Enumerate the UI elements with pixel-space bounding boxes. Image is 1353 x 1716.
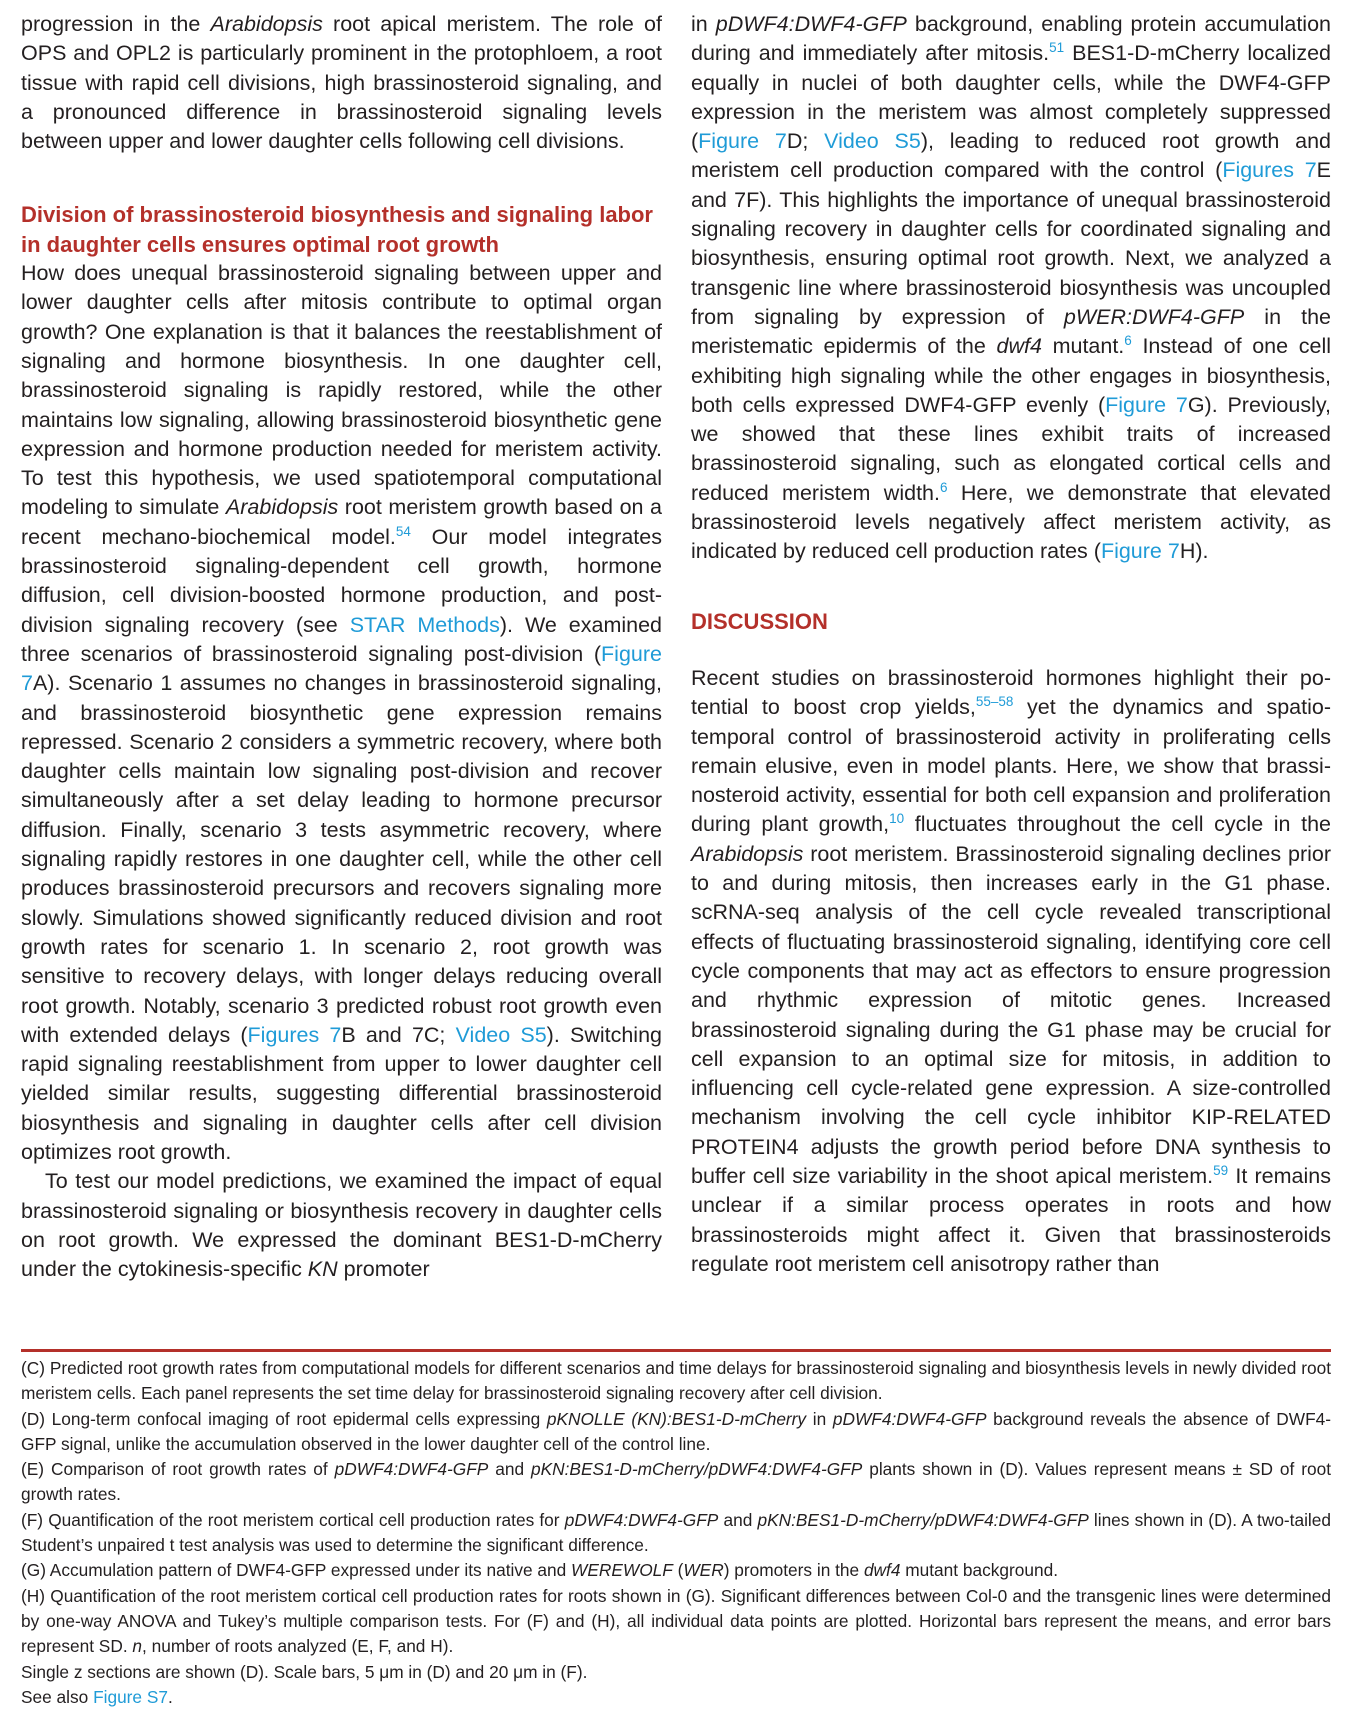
left-column (21, 10, 662, 1284)
citation-link[interactable]: 10 (889, 811, 905, 827)
legend-divider (21, 1349, 1331, 1352)
right-column (691, 10, 1331, 1279)
citation-link[interactable]: 59 (1213, 1162, 1229, 1178)
citation-link[interactable]: 55–58 (975, 694, 1014, 710)
legend-item: (H) Quantification of the root meristem cortical cell production rates for roots shown in (G). Significant differences between Col-0 and the transgenic lines were determined by one-way ANOVA and Tukey’s multiple comparison tests. For (F) and (H), all individual data points are plotted. Horizontal bars represent the means, and error bars represent SD. n, number of roots analyzed (E, F, and H). (21, 1585, 1331, 1657)
paragraph: progression in the Arabidopsis root apical meristem. The role of OPS and OPL2 is particularly prominent in the protophloem, a root tissue with rapid cell divisions, high brassinosteroid signaling, and a pronounced difference in brassinosteroid signaling levels between upper and lower daughter cells following cell divisions. (21, 12, 662, 154)
figure-link[interactable]: Figure 7 (21, 641, 662, 696)
paragraph: To test our model predictions, we examined the impact of equal brassinosteroid signaling or biosynthesis recovery in daughter cells on root growth. We expressed the dominant BES1-D-mCherry under the cytokinesis-specific KN promoter (21, 1169, 662, 1282)
legend-item: Single z sections are shown (D). Scale bars, 5 μm in (D) and 20 μm in (F). (21, 1661, 588, 1682)
figure-link[interactable]: Figure 7 (698, 129, 787, 154)
figure-s7-link[interactable]: Figure S7 (93, 1686, 168, 1707)
legend-item: (C) Predicted root growth rates from computational models for different scenarios and time delays for brassinosteroid signaling and biosynthesis levels in newly divided root meristem cells. Each panel represents the set time delay for brassinosteroid signaling recovery after cell division. (21, 1358, 1331, 1404)
star-methods-link[interactable]: STAR Methods (349, 612, 500, 637)
video-link[interactable]: Video S5 (455, 1022, 547, 1047)
figure-legend (21, 1356, 1331, 1710)
legend-item: (F) Quantification of the root meristem cortical cell production rates for pDWF4:DWF4-GFP and pKN:BES1-D-mCherry/pDWF4:DWF4-GFP lines shown in (D). A two-tailed Student’s unpaired t test analysis was used to determine the significant difference. (21, 1509, 1331, 1556)
section-heading: Division of brassinosteroid biosynthesis and signaling labor in daughter cells ensures optimal root growth (21, 202, 653, 257)
paragraph: How does unequal brassinosteroid signaling between upper and lower daughter cells after mitosis contribute to optimal organ growth? One explanation is that it balances the reestablishment of signaling and hormone biosynthesis. In one daughter cell, brassinosteroid signaling is rapidly restored, while the other maintains low signaling, allowing brassinosteroid biosynthetic gene expression and hormone production needed for meristem activity. To test this hypothesis, we used spatiotemporal computational modeling to simulate Arabidopsis root meristem growth based on a recent mechano-biochemical model.$^{54}$ Our model integrates brassinosteroid signaling-dependent cell growth, hormone diffusion, cell division-boosted hormone production, and post-division signaling recovery (see STAR Methods). We examined three scenarios of brassinosteroid signaling post-division (Figure 7A). Scenario 1 assumes no changes in brassinosteroid signaling, and brassinosteroid biosynthetic gene expression remains repressed. Scenario 2 considers a symmetric recovery, where both daughter cells maintain low signaling post-division and recover simultaneously after a set delay leading to hormone precursor diffusion. Finally, scenario 3 tests asymmetric recovery, where signaling rapidly restores in one daughter cell, while the other cell produces brassinosteroid precursors and recovers signaling more slowly. Simulations showed significantly reduced division and root growth rates for scenario 1. In scenario 2, root growth was sensitive to recovery delays, with longer delays reducing overall root growth. Notably, scenario 3 predicted robust root growth even with extended delays (Figures 7B and 7C; Video S5). Switching rapid signaling reestablishment from upper to lower daughter cell yielded similar results, suggesting differential brassinosteroid biosynthesis and signaling in daughter cells after cell division optimizes root growth. (21, 261, 662, 1164)
figure-link[interactable]: Figures 7 (1222, 158, 1317, 183)
legend-item: (D) Long-term confocal imaging of root epidermal cells expressing pKNOLLE (KN):BES1-D-mCherry in pDWF4:DWF4-GFP background reveals the absence of DWF4-GFP signal, unlike the accumulation observed in the lower daughter cell of the control line. (21, 1408, 1331, 1454)
citation-link[interactable]: 51 (1049, 40, 1065, 56)
section-heading: DISCUSSION (691, 608, 828, 634)
figure-link[interactable]: Figure 7 (1100, 539, 1180, 564)
citation-link[interactable]: 6 (1124, 333, 1132, 349)
legend-item: (G) Accumulation pattern of DWF4-GFP expressed under its native and WEREWOLF (WER) promoters in the dwf4 mutant background. (21, 1560, 1059, 1581)
figure-link[interactable]: Figure 7 (1105, 392, 1188, 417)
legend-item: See also Figure S7. (21, 1686, 173, 1707)
citation-link[interactable]: 54 (395, 523, 411, 539)
paragraph: Recent studies on brassinosteroid hormones highlight their potential to boost crop yields,$^{55-58}$ yet the dynamics and spatiotemporal control of brassinosteroid activity in proliferating cells remain elusive, even in model plants. Here, we show that brassinosteroid activity, essential for both cell expansion and proliferation during plant growth,$^{10}$ fluctuates throughout the cell cycle in the Arabidopsis root meristem. Brassinosteroid signaling declines prior to and during mitosis, then increases early in the G1 phase. scRNA-seq analysis of the cell cycle revealed transcriptional effects of fluctuating brassinosteroid signaling, identifying core cell cycle components that may act as effectors to ensure progression and rhythmic expression of mitotic genes. Increased brassinosteroid signaling during the G1 phase may be crucial for cell expansion to an optimal size for mitosis, in addition to influencing cell cycle-related gene expression. A size-controlled mechanism involving the cell cycle inhibitor KIP-RELATED PROTEIN4 adjusts the growth period before DNA synthesis to buffer cell size variability in the shoot apical meristem.$^{59}$ It remains unclear if a similar process operates in roots and how brassinosteroids might affect it. Given that brassinosteroids regulate root meristem cell anisotropy rather than (691, 665, 1332, 1276)
legend-item: (E) Comparison of root growth rates of pDWF4:DWF4-GFP and pKN:BES1-D-mCherry/pDWF4:DWF4-GFP plants shown in (D). Values represent means ± SD of root growth rates. (21, 1459, 1332, 1505)
paragraph: in pDWF4:DWF4-GFP background, enabling protein accumulation during and immediately after mitosis.$^{51}$ BES1-D-mCherry localized equally in nuclei of both daughter cells, while the DWF4-GFP expression in the meristem was almost completely suppressed (Figure 7D; Video S5), leading to reduced root growth and meristem cell production compared with the control (Figures 7E and 7F). This highlights the importance of unequal brassinosteroid signaling recovery in daughter cells for coordinated signaling and biosynthesis, ensuring optimal root growth. Next, we analyzed a transgenic line where brassinosteroid biosynthesis was uncoupled from signaling by expression of pWER:DWF4-GFP in the meristematic epidermis of the dwf4 mutant.$^6$ Instead of one cell exhibiting high signaling while the other engages in biosynthesis, both cells expressed DWF4-GFP evenly (Figure 7G). Previously, we showed that these lines exhibit traits of increased brassinosteroid signaling, such as elongated cortical cells and reduced meristem width.$^6$ Here, we demonstrate that elevated brassinosteroid levels negatively affect meristem activity, as indicated by reduced cell production rates (Figure 7H). (691, 12, 1332, 564)
citation-link[interactable]: 6 (939, 479, 948, 495)
figure-link[interactable]: Figures 7 (247, 1022, 342, 1047)
video-link[interactable]: Video S5 (824, 129, 921, 154)
